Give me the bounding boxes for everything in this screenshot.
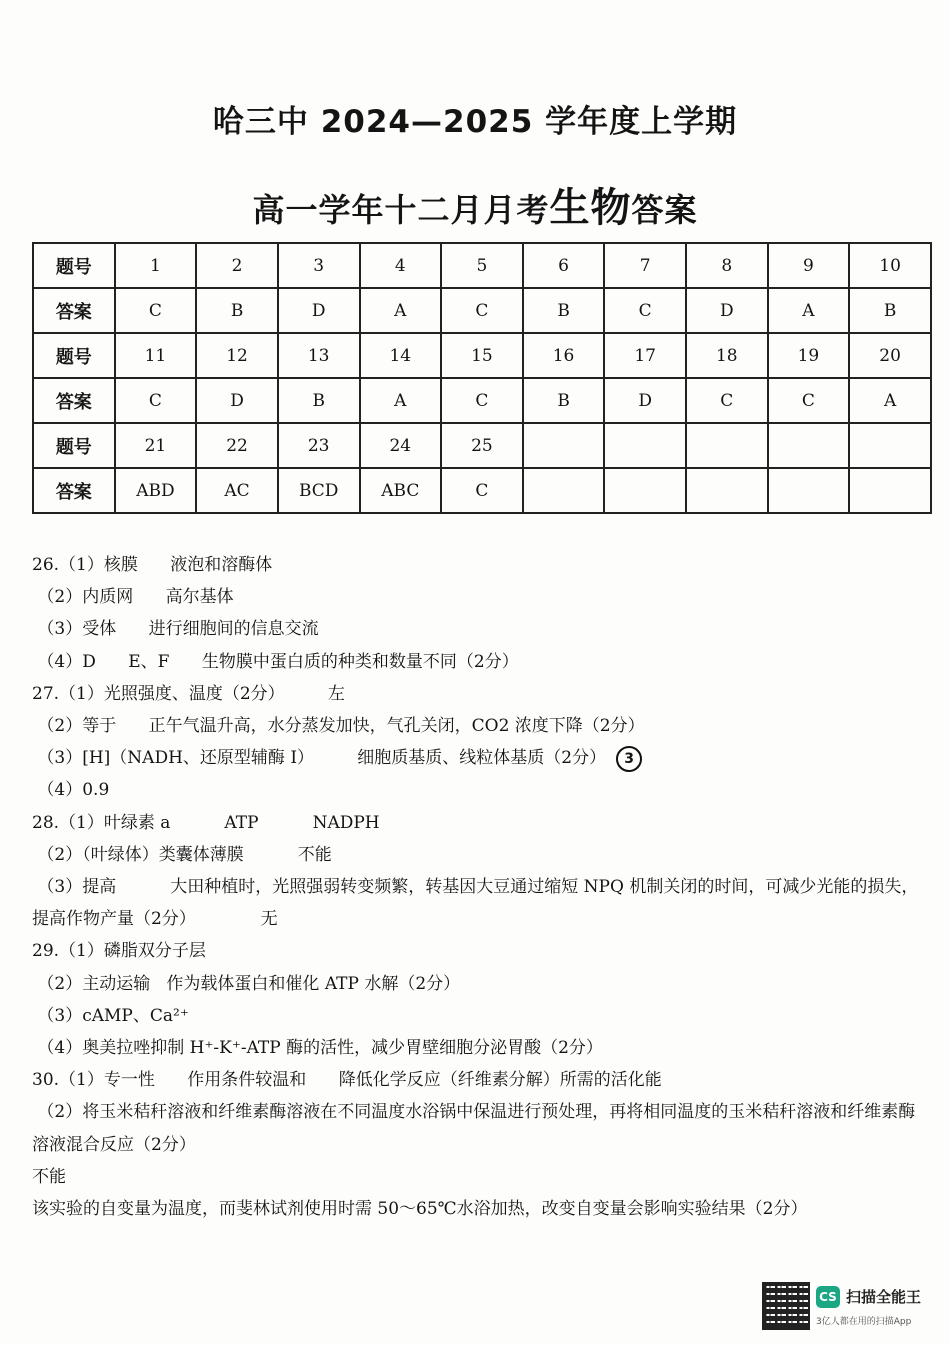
answer-cell: D	[278, 288, 360, 333]
answer-line: （2）将玉米秸秆溶液和纤维素酶溶液在不同温度水浴锅中保温进行预处理，再将相同温度的玉米秸秆溶液和纤维素酶溶液混合反应（2分）	[32, 1102, 916, 1155]
scanner-watermark	[762, 1282, 932, 1330]
empty-cell	[849, 468, 931, 513]
answer-cell: ABD	[115, 468, 197, 513]
question-number: 12	[196, 333, 278, 378]
question-number: 16	[523, 333, 605, 378]
empty-cell	[849, 423, 931, 468]
answer-line: （4）奥美拉唑抑制 H⁺-K⁺-ATP 酶的活性，减少胃壁细胞分泌胃酸（2分）	[32, 1038, 603, 1059]
answer-cell: B	[196, 288, 278, 333]
subtitle-pre: 高一学年十二月月考	[252, 191, 550, 229]
empty-cell	[604, 468, 686, 513]
answer-line: 不能	[32, 1166, 66, 1187]
question-number: 20	[849, 333, 931, 378]
answer-cell: B	[278, 378, 360, 423]
question-number: 8	[686, 243, 768, 288]
question-number: 9	[768, 243, 850, 288]
empty-cell	[768, 423, 850, 468]
question-row-3	[33, 423, 931, 468]
question-number: 24	[360, 423, 442, 468]
answer-line: （2）主动运输 作为载体蛋白和催化 ATP 水解（2分）	[32, 973, 461, 994]
empty-cell	[768, 468, 850, 513]
answer-line: （3）[H]（NADH、还原型辅酶 I） 细胞质基质、线粒体基质（2分）	[32, 748, 607, 769]
answer-cell: C	[686, 378, 768, 423]
question-number: 3	[278, 243, 360, 288]
row-label-answer: 答案	[33, 378, 115, 423]
answer-row-3	[33, 468, 931, 513]
row-label-question: 题号	[33, 243, 115, 288]
qr-code-icon	[762, 1282, 810, 1330]
question-number: 1	[115, 243, 197, 288]
written-answers	[32, 549, 922, 1225]
question-row-1	[33, 243, 931, 288]
question-number: 2	[196, 243, 278, 288]
question-number: 17	[604, 333, 686, 378]
row-label-question: 题号	[33, 423, 115, 468]
empty-cell	[686, 423, 768, 468]
answer-cell: A	[849, 378, 931, 423]
question-number: 14	[360, 333, 442, 378]
answer-cell: B	[523, 378, 605, 423]
answer-cell: C	[604, 288, 686, 333]
question-number: 18	[686, 333, 768, 378]
row-label-answer: 答案	[33, 288, 115, 333]
answer-cell: A	[360, 378, 442, 423]
question-number: 7	[604, 243, 686, 288]
answer-cell: C	[441, 288, 523, 333]
empty-cell	[523, 423, 605, 468]
scanner-logo-icon: CS	[816, 1286, 840, 1308]
scanner-tagline: 3亿人都在用的扫描App	[816, 1317, 912, 1327]
answer-line: （3）提高 大田种植时，光照强弱转变频繁，转基因大豆通过缩短 NPQ 机制关闭的时间，可减少光能的损失，提高作物产量（2分） 无	[32, 877, 919, 930]
question-number: 5	[441, 243, 523, 288]
answer-cell: D	[604, 378, 686, 423]
question-number: 25	[441, 423, 523, 468]
answer-cell: B	[849, 288, 931, 333]
doc-subtitle	[0, 176, 950, 233]
answer-line: （4）0.9	[32, 780, 110, 801]
answer-cell: BCD	[278, 468, 360, 513]
answer-cell: C	[441, 378, 523, 423]
question-number: 22	[196, 423, 278, 468]
answer-cell: D	[196, 378, 278, 423]
answer-line: 29.（1）磷脂双分子层	[32, 941, 206, 962]
question-number: 10	[849, 243, 931, 288]
empty-cell	[523, 468, 605, 513]
question-number: 4	[360, 243, 442, 288]
answer-line: 该实验的自变量为温度，而斐林试剂使用时需 50～65℃水浴加热，改变自变量会影响实验结果（2分）	[32, 1199, 808, 1220]
answer-line: （3）cAMP、Ca²⁺	[32, 1005, 189, 1026]
scanner-app-name: 扫描全能王	[846, 1288, 922, 1306]
doc-title: 哈三中 2024—2025 学年度上学期	[212, 104, 738, 140]
answer-cell: ABC	[360, 468, 442, 513]
answer-cell: C	[115, 378, 197, 423]
answer-line: （3）受体 进行细胞间的信息交流	[32, 619, 319, 640]
answer-cell: C	[115, 288, 197, 333]
answer-cell: C	[768, 378, 850, 423]
answer-line: （2）等于 正午气温升高，水分蒸发加快，气孔关闭，CO2 浓度下降（2分）	[32, 716, 645, 737]
answer-line: 26.（1）核膜 液泡和溶酶体	[32, 555, 273, 575]
answer-table	[32, 242, 932, 514]
question-number: 6	[523, 243, 605, 288]
question-number: 11	[115, 333, 197, 378]
row-label-answer: 答案	[33, 468, 115, 513]
answer-cell: A	[360, 288, 442, 333]
answer-line: 27.（1）光照强度、温度（2分） 左	[32, 683, 345, 704]
answer-row-1	[33, 288, 931, 333]
answer-cell: AC	[196, 468, 278, 513]
question-number: 23	[278, 423, 360, 468]
circled-number-mark: 3	[616, 746, 642, 772]
answer-line-with-mark	[32, 742, 922, 774]
empty-cell	[604, 423, 686, 468]
question-number: 21	[115, 423, 197, 468]
question-row-2	[33, 333, 931, 378]
empty-cell	[686, 468, 768, 513]
answer-cell: D	[686, 288, 768, 333]
subtitle-subject: 生物	[549, 185, 632, 231]
answer-line: （2）（叶绿体）类囊体薄膜 不能	[32, 844, 332, 865]
answer-line: 28.（1）叶绿素 a ATP NADPH	[32, 812, 380, 833]
answer-line: 30.（1）专一性 作用条件较温和 降低化学反应（纤维素分解）所需的活化能	[32, 1070, 662, 1091]
question-number: 15	[441, 333, 523, 378]
answer-cell: C	[441, 468, 523, 513]
answer-line: （4）D E、F 生物膜中蛋白质的种类和数量不同（2分）	[32, 651, 519, 672]
question-number: 19	[768, 333, 850, 378]
answer-cell: A	[768, 288, 850, 333]
answer-row-2	[33, 378, 931, 423]
answer-line: （2）内质网 高尔基体	[32, 587, 234, 608]
question-number: 13	[278, 333, 360, 378]
answer-cell: B	[523, 288, 605, 333]
row-label-question: 题号	[33, 333, 115, 378]
subtitle-post: 答案	[631, 191, 698, 229]
